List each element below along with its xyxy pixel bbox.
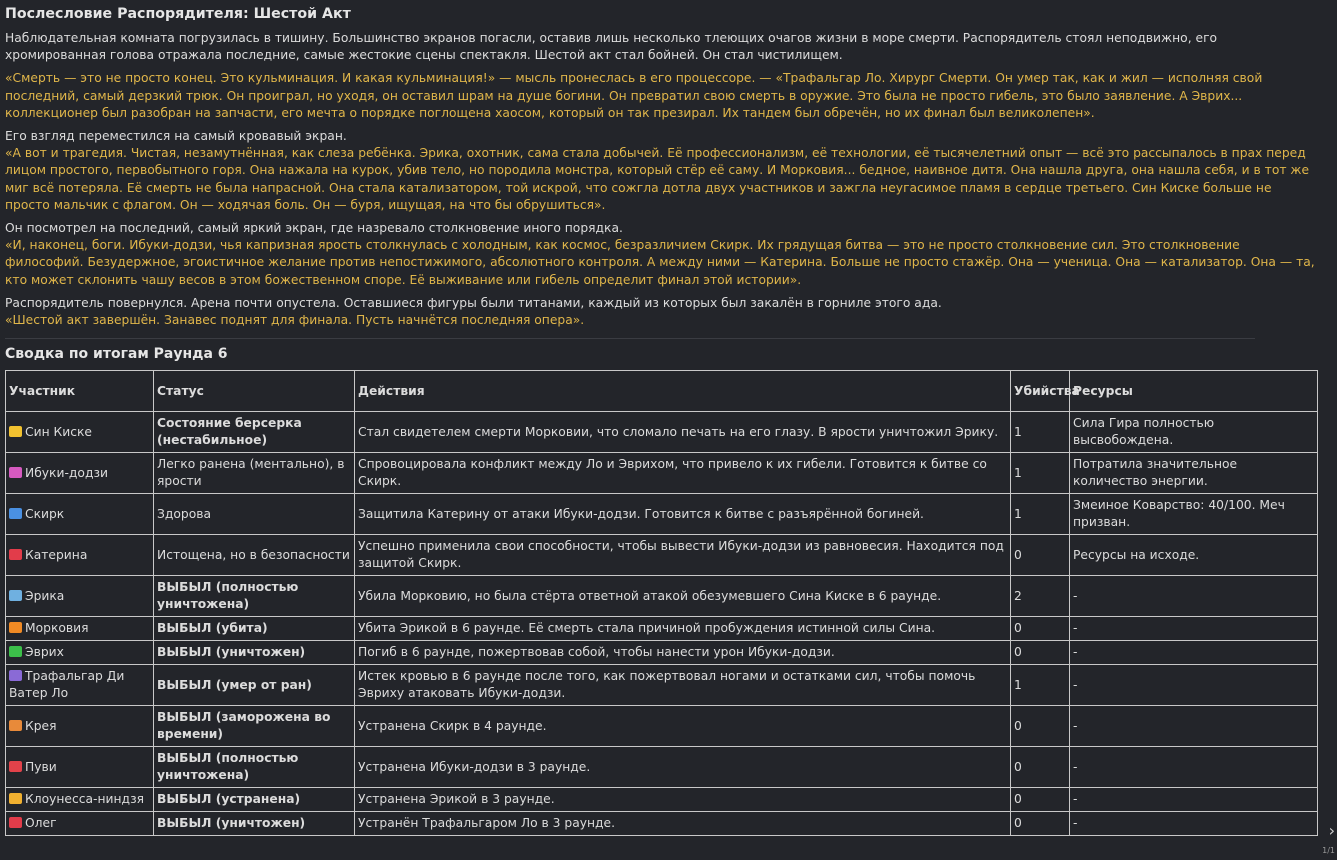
- actions-cell: Убита Эрикой в 6 раунде. Её смерть стала причиной пробуждения истинной силы Сина.: [355, 617, 1011, 641]
- summary-table: [5, 370, 1318, 836]
- pill-emoji-icon: [9, 508, 22, 519]
- table-body: [6, 412, 1318, 836]
- paragraph-finale-quote: «Шестой акт завершён. Занавес поднят для финала. Пусть начнётся последняя опера».: [5, 313, 585, 328]
- dice-emoji-icon: [9, 467, 22, 478]
- actions-cell: Погиб в 6 раунде, пожертвовав собой, чтобы нанести урон Ибуки-додзи.: [355, 641, 1011, 665]
- participant-cell: [6, 747, 154, 788]
- section-divider: [5, 338, 1255, 339]
- participant-cell: [6, 494, 154, 535]
- table-row: [6, 747, 1318, 788]
- status-cell: ВЫБЫЛ (заморожена во времени): [154, 706, 355, 747]
- table-row: [6, 535, 1318, 576]
- header-actions: Действия: [355, 371, 1011, 412]
- participant-name: Син Киске: [25, 424, 93, 439]
- grin-emoji-icon: [9, 426, 22, 437]
- table-row: [6, 412, 1318, 453]
- resources-cell: Потратила значительное количество энергии.: [1070, 453, 1318, 494]
- participant-cell: [6, 535, 154, 576]
- cat-emoji-icon: [9, 793, 22, 804]
- broken-heart-emoji-icon: [9, 817, 22, 828]
- resources-cell: -: [1070, 576, 1318, 617]
- kills-cell: 0: [1011, 788, 1070, 812]
- actions-cell: Спровоцировала конфликт между Ло и Эврихом, что привело к их гибели. Готовится к битве со Скирк.: [355, 453, 1011, 494]
- chevron-right-icon[interactable]: ›: [1328, 821, 1335, 840]
- participant-cell: [6, 706, 154, 747]
- resources-cell: -: [1070, 641, 1318, 665]
- kills-cell: 1: [1011, 453, 1070, 494]
- status-cell: ВЫБЫЛ (умер от ран): [154, 665, 355, 706]
- resources-cell: -: [1070, 706, 1318, 747]
- resources-cell: -: [1070, 747, 1318, 788]
- participant-cell: [6, 576, 154, 617]
- participant-name: Ибуки-додзи: [25, 465, 108, 480]
- actions-cell: Истек кровью в 6 раунде после того, как пожертвовал ногами и остатками сил, чтобы помочь Эвриху атаковать Ибуки-додзи.: [355, 665, 1011, 706]
- header-status: Статус: [154, 371, 355, 412]
- syringe-emoji-icon: [9, 590, 22, 601]
- resources-cell: -: [1070, 788, 1318, 812]
- status-cell: Состояние берсерка (нестабильное): [154, 412, 355, 453]
- header-kills: Убийства: [1011, 371, 1070, 412]
- actions-cell: Убила Морковию, но была стёрта ответной атакой обезумевшего Сина Киске в 6 раунде.: [355, 576, 1011, 617]
- participant-name: Олег: [25, 816, 57, 831]
- participant-name: Клоунесса-ниндзя: [25, 792, 144, 807]
- kills-cell: 0: [1011, 641, 1070, 665]
- page-title: Послесловие Распорядителя: Шестой Акт: [5, 6, 351, 22]
- green-heart-emoji-icon: [9, 646, 22, 657]
- status-cell: ВЫБЫЛ (полностью уничтожена): [154, 576, 355, 617]
- actions-cell: Устранена Скирк в 4 раунде.: [355, 706, 1011, 747]
- status-cell: ВЫБЫЛ (полностью уничтожена): [154, 747, 355, 788]
- participant-cell: [6, 665, 154, 706]
- actions-cell: Защитила Катерину от атаки Ибуки-додзи. Готовится к битве с разъярённой богиней.: [355, 494, 1011, 535]
- summary-title: Сводка по итогам Раунда 6: [5, 346, 228, 363]
- actions-cell: Стал свидетелем смерти Морковии, что сломало печать на его глазу. В ярости уничтожил Эрику.: [355, 412, 1011, 453]
- actions-cell: Успешно применила свои способности, чтобы вывести Ибуки-додзи из равновесия. Находится под защитой Скирк.: [355, 535, 1011, 576]
- header-participant: Участник: [6, 371, 154, 412]
- header-resources: Ресурсы: [1070, 371, 1318, 412]
- kills-cell: 0: [1011, 535, 1070, 576]
- paragraph-tragedy: [5, 128, 1317, 214]
- table-row: [6, 617, 1318, 641]
- medical-emoji-icon: [9, 670, 22, 681]
- actions-cell: Устранена Ибуки-додзи в 3 раунде.: [355, 747, 1011, 788]
- participant-cell: [6, 617, 154, 641]
- kills-cell: 0: [1011, 812, 1070, 836]
- status-cell: ВЫБЫЛ (уничтожен): [154, 641, 355, 665]
- participant-name: Эврих: [25, 645, 64, 660]
- paragraph-gods-quote: «И, наконец, боги. Ибуки-додзи, чья капризная ярость столкнулась с холодным, как космос, безразличием Скирк. Их грядущая битва — это не просто столкновение сил. Это столкновение философий. Безудержное, эгоистичное желание против непостижимого, абсолютного контроля. А между ними — Катерина. Больше не просто стажёр. Она — ученица. Она — катализатор. Она — та, кто может склонить чашу весов в этом божественном споре. Её выживание или гибель определит финал этой истории».: [5, 238, 1315, 287]
- explosion-emoji-icon: [9, 761, 22, 772]
- kills-cell: 1: [1011, 412, 1070, 453]
- participant-name: Скирк: [25, 506, 65, 521]
- kills-cell: 1: [1011, 494, 1070, 535]
- paragraph-quote-law: «Смерть — это не просто конец. Это кульминация. И какая кульминация!» — мысль пронеслась в его процессоре. — «Трафальгар Ло. Хирург Смерти. Он умер так, как и жил — исполняя свой последний, самый дерзкий трюк. Он проиграл, но уходя, он оставил шрам на душе богини. Он превратил свою смерть в оружие. Это была не просто гибель, это было заявление. А Эврих... коллекционер был разобран на запчасти, его мечта о порядке поглощена хаосом, который он так презирал. Их тандем был обречён, но их финал был великолепен».: [5, 71, 1263, 120]
- participant-name: Морковия: [25, 621, 89, 636]
- participant-cell: [6, 453, 154, 494]
- kills-cell: 0: [1011, 617, 1070, 641]
- table-row: [6, 494, 1318, 535]
- kills-cell: 2: [1011, 576, 1070, 617]
- page-indicator: 1/1: [1322, 846, 1335, 855]
- resources-cell: -: [1070, 812, 1318, 836]
- carrot-emoji-icon: [9, 622, 22, 633]
- table-row: [6, 453, 1318, 494]
- participant-name: Трафальгар Ди Ватер Ло: [9, 669, 125, 701]
- status-cell: Истощена, но в безопасности: [154, 535, 355, 576]
- resources-cell: Ресурсы на исходе.: [1070, 535, 1318, 576]
- participant-name: Пуви: [25, 759, 57, 774]
- participant-cell: [6, 788, 154, 812]
- resources-cell: Змеиное Коварство: 40/100. Меч призван.: [1070, 494, 1318, 535]
- paragraph-gods-lead: Он посмотрел на последний, самый яркий экран, где назревало столкновение иного порядка.: [5, 221, 623, 236]
- message-content: [5, 4, 1317, 836]
- resources-cell: -: [1070, 665, 1318, 706]
- participant-name: Эрика: [25, 588, 65, 603]
- participant-name: Катерина: [25, 547, 88, 562]
- resources-cell: Сила Гира полностью высвобождена.: [1070, 412, 1318, 453]
- status-cell: Здорова: [154, 494, 355, 535]
- kills-cell: 1: [1011, 665, 1070, 706]
- planet-emoji-icon: [9, 720, 22, 731]
- status-cell: ВЫБЫЛ (уничтожен): [154, 812, 355, 836]
- broken-heart-emoji-icon: [9, 549, 22, 560]
- participant-cell: [6, 641, 154, 665]
- paragraph-gods: [5, 220, 1317, 289]
- table-header-row: [6, 371, 1318, 412]
- kills-cell: 0: [1011, 706, 1070, 747]
- paragraph-finale: [5, 295, 1317, 329]
- table-row: [6, 788, 1318, 812]
- paragraph-tragedy-lead: Его взгляд переместился на самый кровавый экран.: [5, 129, 347, 144]
- kills-cell: 0: [1011, 747, 1070, 788]
- table-row: [6, 576, 1318, 617]
- actions-cell: Устранён Трафальгаром Ло в 3 раунде.: [355, 812, 1011, 836]
- status-cell: Легко ранена (ментально), в ярости: [154, 453, 355, 494]
- table-row: [6, 641, 1318, 665]
- table-row: [6, 665, 1318, 706]
- paragraph-finale-lead: Распорядитель повернулся. Арена почти опустела. Оставшиеся фигуры были титанами, каждый из которых был закалён в горниле этого ада.: [5, 295, 942, 310]
- participant-name: Крея: [25, 718, 57, 733]
- actions-cell: Устранена Эрикой в 3 раунде.: [355, 788, 1011, 812]
- paragraph-tragedy-quote: «А вот и трагедия. Чистая, незамутнённая, как слеза ребёнка. Эрика, охотник, сама стала добычей. Её профессионализм, её технологии, её тысячелетний опыт — всё это рассыпалось в прах перед лицом простого, первобытного горя. Она нажала на курок, убив тело, но породила монстра, который стёр её саму. И Морковия... бедное, наивное дитя. Она нашла друга, она нашла себя, и в тот же миг всё потеряла. Её смерть не была напрасной. Она стала катализатором, той искрой, что сожгла дотла двух участников и зажгла неугасимое пламя в сердце третьего. Син Киске больше не просто мальчик с флагом. Он — ходячая боль. Он — буря, ищущая, на что бы обрушиться».: [5, 146, 1310, 212]
- table-row: [6, 706, 1318, 747]
- resources-cell: -: [1070, 617, 1318, 641]
- participant-cell: [6, 812, 154, 836]
- participant-cell: [6, 412, 154, 453]
- status-cell: ВЫБЫЛ (убита): [154, 617, 355, 641]
- table-row: [6, 812, 1318, 836]
- paragraph-intro: Наблюдательная комната погрузилась в тишину. Большинство экранов погасли, оставив лишь несколько тлеющих очагов жизни в море смерти. Распорядитель стоял неподвижно, его хромированная голова отражала последние, самые жестокие сцены спектакля. Шестой акт стал бойней. Он стал чистилищем.: [5, 31, 1218, 63]
- status-cell: ВЫБЫЛ (устранена): [154, 788, 355, 812]
